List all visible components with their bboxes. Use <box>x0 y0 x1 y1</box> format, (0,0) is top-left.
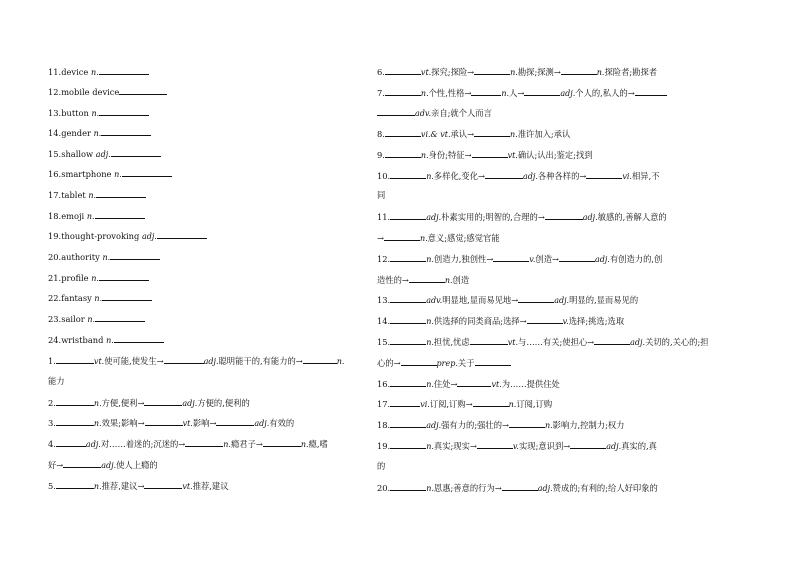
part-of-speech: n. <box>426 255 434 264</box>
answer-blank[interactable] <box>56 480 94 489</box>
definition-text: 供选择的同类商品;选择→ <box>433 316 527 326</box>
part-of-speech: adj. <box>554 296 570 305</box>
part-of-speech: v. <box>512 442 519 451</box>
item-number: 6. <box>377 67 385 77</box>
definition-text: 同 <box>377 190 386 200</box>
item-number: 1. <box>48 356 56 366</box>
vocab-row <box>48 189 146 201</box>
answer-blank[interactable] <box>164 355 204 364</box>
answer-blank[interactable] <box>527 315 563 324</box>
definition-text: 与……有关;使担心→ <box>518 337 595 347</box>
part-of-speech: n. <box>336 357 345 366</box>
answer-blank[interactable] <box>385 149 421 158</box>
part-of-speech: n. <box>90 68 99 77</box>
definition-text: 朴素实用的;明智的,合理的→ <box>441 212 545 222</box>
item-number: 16. <box>377 379 391 389</box>
exercise-line <box>377 87 667 99</box>
part-of-speech: n. <box>426 484 434 493</box>
exercise-line <box>48 459 158 471</box>
vocab-row <box>48 251 160 263</box>
definition-text: 真实的,真 <box>621 441 657 451</box>
part-of-speech: adj. <box>582 213 598 222</box>
exercise-line <box>377 232 500 244</box>
part-of-speech: adj. <box>426 421 442 430</box>
exercise-line <box>377 336 709 348</box>
answer-blank[interactable] <box>63 459 101 468</box>
item-number: 19. <box>377 441 391 451</box>
definition-text: 影响→ <box>192 418 217 428</box>
answer-blank[interactable] <box>377 107 415 116</box>
part-of-speech: vi. <box>420 400 430 409</box>
item-number: 4. <box>48 439 56 449</box>
part-of-speech: n. <box>102 253 111 262</box>
item-number: 15. <box>377 337 391 347</box>
answer-blank[interactable] <box>185 438 223 447</box>
item-number: 14. <box>377 316 391 326</box>
part-of-speech: n. <box>426 338 434 347</box>
exercise-line <box>48 397 250 409</box>
answer-blank[interactable] <box>457 378 491 387</box>
vocab-word: 24.wristband <box>48 335 107 345</box>
part-of-speech: n. <box>91 109 100 118</box>
part-of-speech: adj. <box>203 357 219 366</box>
part-of-speech: n. <box>93 419 102 428</box>
definition-text: 方便的,便利的 <box>197 398 250 408</box>
answer-blank[interactable] <box>385 87 421 96</box>
exercise-line <box>377 378 560 390</box>
definition-text: 多样化,变化→ <box>433 171 485 181</box>
item-number: 2. <box>48 398 56 408</box>
item-number: 8. <box>377 129 385 139</box>
answer-blank[interactable] <box>390 315 426 324</box>
definition-text: 相异,不 <box>631 171 660 181</box>
definition-text: 使人上瘾的 <box>116 460 158 470</box>
answer-blank[interactable] <box>122 168 172 177</box>
definition-text: 瘾君子→ <box>230 439 263 449</box>
vocab-word: 14.gender <box>48 128 94 138</box>
vocab-row <box>48 168 172 180</box>
answer-blank[interactable] <box>390 378 426 387</box>
item-number: 5. <box>48 481 56 491</box>
definition-text: 方便,便利→ <box>101 398 145 408</box>
part-of-speech: vt. <box>420 68 432 77</box>
definition-text: 人→ <box>509 88 525 98</box>
part-of-speech: n. <box>93 399 102 408</box>
definition-text: 明显地,显而易见地→ <box>442 295 519 305</box>
answer-blank[interactable] <box>409 274 445 283</box>
item-number: 10. <box>377 171 391 181</box>
item-number: 3. <box>48 418 56 428</box>
answer-blank[interactable] <box>390 398 420 407</box>
part-of-speech: vt. <box>182 482 193 491</box>
part-of-speech: prep. <box>436 359 458 368</box>
part-of-speech: n. <box>93 129 102 138</box>
answer-blank[interactable] <box>475 357 511 366</box>
exercise-line <box>48 480 229 492</box>
answer-blank[interactable] <box>99 272 149 281</box>
definition-text: 赞成的;有利的;给人好印象的 <box>552 483 658 493</box>
definition-text: 担忧,忧虑 <box>433 337 470 347</box>
part-of-speech: n. <box>106 336 114 345</box>
part-of-speech: vt. <box>507 151 518 160</box>
answer-blank[interactable] <box>390 294 426 303</box>
vocab-row <box>48 86 167 98</box>
definition-text: 有创造力的,创 <box>609 254 663 264</box>
definition-text: 关于 <box>457 358 475 368</box>
answer-blank[interactable] <box>390 419 426 428</box>
definition-text: 恩惠;善意的行为→ <box>433 483 502 493</box>
answer-blank[interactable] <box>119 86 167 95</box>
part-of-speech: adj. <box>630 338 646 347</box>
part-of-speech: n. <box>444 276 453 285</box>
answer-blank[interactable] <box>473 398 509 407</box>
item-number: 20. <box>377 483 391 493</box>
answer-blank[interactable] <box>144 397 182 406</box>
answer-blank[interactable] <box>474 128 510 137</box>
definition-text: 能力 <box>48 376 65 386</box>
definition-text: 创造→ <box>535 254 559 264</box>
definition-text: 推荐,建议→ <box>101 481 145 491</box>
exercise-line <box>377 190 385 201</box>
part-of-speech: adj. <box>560 89 576 98</box>
vocab-word: 23.sailor <box>48 314 88 324</box>
answer-blank[interactable] <box>56 355 94 364</box>
definition-text: 明显的,显而易见的 <box>569 295 639 305</box>
vocab-row <box>48 272 149 284</box>
answer-blank[interactable] <box>470 336 508 345</box>
definition-text: 心的→ <box>377 358 401 368</box>
definition-text: 有效的 <box>269 418 295 428</box>
answer-blank[interactable] <box>586 170 622 179</box>
part-of-speech: adj. <box>85 440 101 449</box>
vocab-word: 15.shallow <box>48 149 96 159</box>
answer-blank[interactable] <box>95 313 145 322</box>
exercise-line <box>377 419 624 431</box>
answer-blank[interactable] <box>385 128 421 137</box>
part-of-speech: n. <box>510 130 518 139</box>
definition-text: 身份;特征→ <box>428 150 472 160</box>
exercise-line <box>48 417 294 429</box>
part-of-speech: n. <box>420 151 429 160</box>
definition-text: 影响力,控制力;权力 <box>552 420 625 430</box>
vocab-row <box>48 230 207 242</box>
part-of-speech: n. <box>426 442 434 451</box>
part-of-speech: n. <box>508 400 517 409</box>
definition-text: 承认→ <box>450 129 475 139</box>
part-of-speech: n. <box>544 421 553 430</box>
answer-blank[interactable] <box>385 66 421 75</box>
answer-blank[interactable] <box>390 170 426 179</box>
answer-blank[interactable] <box>545 211 583 220</box>
definition-text: 探究;探险→ <box>431 67 475 77</box>
answer-blank[interactable] <box>390 440 426 449</box>
vocab-row <box>48 334 164 346</box>
part-of-speech: adj. <box>141 232 157 241</box>
answer-blank[interactable] <box>111 148 161 157</box>
part-of-speech: adj. <box>522 172 538 181</box>
exercise-line <box>48 376 65 387</box>
vocab-word: 19.thought-provoking <box>48 231 142 241</box>
definition-text: 强有力的;强壮的→ <box>441 420 509 430</box>
answer-blank[interactable] <box>101 127 151 136</box>
definition-text: 意义;感觉;感觉官能 <box>427 233 500 243</box>
answer-blank[interactable] <box>390 253 426 262</box>
part-of-speech: vi. <box>622 172 632 181</box>
answer-blank[interactable] <box>477 440 513 449</box>
part-of-speech: vt. <box>182 419 193 428</box>
definition-text: 准许加入;承认 <box>517 129 571 139</box>
exercise-line <box>48 355 344 367</box>
exercise-line <box>377 294 638 306</box>
answer-blank[interactable] <box>216 417 254 426</box>
vocab-row <box>48 292 152 304</box>
definition-text: 敏感的,善解人意的 <box>597 212 667 222</box>
part-of-speech: adj. <box>182 399 198 408</box>
vocab-row <box>48 313 145 325</box>
answer-blank[interactable] <box>56 417 94 426</box>
definition-text: 实现;意识到→ <box>518 441 571 451</box>
part-of-speech: adj. <box>606 442 622 451</box>
answer-blank[interactable] <box>263 438 301 447</box>
item-number: 12. <box>377 254 391 264</box>
vocab-word: 18.emoji <box>48 211 87 221</box>
definition-text: → <box>377 233 384 243</box>
answer-blank[interactable] <box>157 230 207 239</box>
part-of-speech: adv. <box>426 296 443 305</box>
vocab-row <box>48 127 151 139</box>
part-of-speech: n. <box>223 440 231 449</box>
item-number: 13. <box>377 295 391 305</box>
answer-blank[interactable] <box>472 149 508 158</box>
definition-text: 效果;影响→ <box>101 418 145 428</box>
definition-text: 好→ <box>48 460 64 470</box>
item-number: 17. <box>377 399 391 409</box>
answer-blank[interactable] <box>390 336 426 345</box>
part-of-speech: n. <box>91 274 99 283</box>
answer-blank[interactable] <box>502 482 538 491</box>
exercise-line <box>377 170 660 182</box>
exercise-line <box>377 253 662 265</box>
item-number: 9. <box>377 150 385 160</box>
part-of-speech: n. <box>426 380 434 389</box>
exercise-line <box>377 107 492 119</box>
part-of-speech: n. <box>93 482 102 491</box>
definition-text: 聪明能干的,有能力的→ <box>218 356 303 366</box>
part-of-speech: adj. <box>594 255 610 264</box>
answer-blank[interactable] <box>518 294 554 303</box>
vocab-row <box>48 107 149 119</box>
definition-text: 创造 <box>452 275 470 285</box>
answer-blank[interactable] <box>144 480 182 489</box>
definition-text: 确认;认出;鉴定;找到 <box>517 150 593 160</box>
part-of-speech: v. <box>529 255 536 264</box>
definition-text: 真实;现实→ <box>433 441 477 451</box>
answer-blank[interactable] <box>390 211 426 220</box>
definition-text: 订阅,订购→ <box>429 399 473 409</box>
answer-blank[interactable] <box>99 66 149 75</box>
definition-text: 个人的,私人的→ <box>575 88 635 98</box>
answer-blank[interactable] <box>145 417 183 426</box>
part-of-speech: vt. <box>507 338 519 347</box>
definition-text: 推荐,建议 <box>192 481 229 491</box>
definition-text: 住处→ <box>433 379 458 389</box>
definition-text: 为……提供住处 <box>501 379 560 389</box>
part-of-speech: n. <box>501 89 510 98</box>
answer-blank[interactable] <box>56 397 94 406</box>
definition-text: 的 <box>377 461 386 471</box>
part-of-speech: n. <box>87 315 96 324</box>
vocab-word: 17.tablet <box>48 190 89 200</box>
part-of-speech: adj. <box>537 484 553 493</box>
definition-text: 各种各样的→ <box>537 171 587 181</box>
answer-blank[interactable] <box>509 419 545 428</box>
answer-blank[interactable] <box>570 440 606 449</box>
answer-blank[interactable] <box>102 292 152 301</box>
item-number: 7. <box>377 88 385 98</box>
answer-blank[interactable] <box>56 438 86 447</box>
part-of-speech: n. <box>426 317 434 326</box>
answer-blank[interactable] <box>493 253 529 262</box>
vocab-word: 22.fantasy <box>48 293 95 303</box>
vocab-row <box>48 66 149 78</box>
part-of-speech: n. <box>300 440 309 449</box>
vocab-word: 20.authority <box>48 252 103 262</box>
definition-text: 选择;挑选;选取 <box>568 316 625 326</box>
answer-blank[interactable] <box>390 482 426 491</box>
vocab-word: 11.device <box>48 67 91 77</box>
exercise-line <box>377 440 657 452</box>
answer-blank[interactable] <box>401 357 437 366</box>
part-of-speech: n. <box>88 191 97 200</box>
vocab-row <box>48 148 161 160</box>
part-of-speech: n. <box>420 89 429 98</box>
exercise-line <box>377 461 385 472</box>
answer-blank[interactable] <box>524 87 560 96</box>
exercise-line <box>377 128 570 140</box>
answer-blank[interactable] <box>594 336 630 345</box>
exercise-line <box>377 274 469 286</box>
definition-text: 勘探;探测→ <box>517 67 561 77</box>
answer-blank[interactable] <box>559 253 595 262</box>
definition-text: 创造力,独创性→ <box>433 254 494 264</box>
answer-blank[interactable] <box>95 210 145 219</box>
answer-blank[interactable] <box>110 251 160 260</box>
answer-blank[interactable] <box>303 355 337 364</box>
definition-text: 探险者;勘探者 <box>604 67 658 77</box>
answer-blank[interactable] <box>474 66 510 75</box>
part-of-speech: adj. <box>426 213 442 222</box>
answer-blank[interactable] <box>384 232 420 241</box>
definition-text: 造性的→ <box>377 275 409 285</box>
part-of-speech: vt. <box>491 380 502 389</box>
answer-blank[interactable] <box>485 170 523 179</box>
answer-blank[interactable] <box>114 334 164 343</box>
answer-blank[interactable] <box>561 66 597 75</box>
vocab-row <box>48 210 145 222</box>
exercise-line <box>377 149 593 161</box>
part-of-speech: vt. <box>93 357 105 366</box>
definition-text: 亲自;就个人而言 <box>431 108 492 118</box>
part-of-speech: n. <box>114 170 122 179</box>
part-of-speech: n. <box>596 68 605 77</box>
part-of-speech: adj. <box>254 419 270 428</box>
part-of-speech: adv. <box>415 109 432 118</box>
exercise-line <box>377 398 552 410</box>
definition-text: 个性,性格→ <box>428 88 472 98</box>
part-of-speech: vi.& vt. <box>420 130 451 139</box>
definition-text: 关切的,关心的;担 <box>645 337 709 347</box>
answer-blank[interactable] <box>635 87 667 96</box>
vocab-word: 21.profile <box>48 273 92 283</box>
part-of-speech: n. <box>426 172 434 181</box>
part-of-speech: n. <box>419 234 428 243</box>
part-of-speech: n. <box>86 212 95 221</box>
definition-text: 瘾,嗜 <box>308 439 328 449</box>
vocab-word: 16.smartphone <box>48 169 115 179</box>
answer-blank[interactable] <box>96 189 146 198</box>
exercise-line <box>48 438 328 450</box>
item-number: 11. <box>377 212 391 222</box>
exercise-line <box>377 482 658 494</box>
part-of-speech: v. <box>562 317 569 326</box>
part-of-speech: adj. <box>101 461 117 470</box>
answer-blank[interactable] <box>99 107 149 116</box>
part-of-speech: n. <box>94 294 103 303</box>
vocab-word: 13.button <box>48 108 92 118</box>
exercise-line <box>377 211 667 223</box>
definition-text: 订阅,订购 <box>516 399 553 409</box>
part-of-speech: adj. <box>95 150 111 159</box>
item-number: 18. <box>377 420 391 430</box>
vocab-word: 12.mobile device <box>48 87 120 97</box>
exercise-line <box>377 66 657 78</box>
definition-text: 对……着迷的;沉迷的→ <box>100 439 186 449</box>
exercise-line <box>377 315 624 327</box>
part-of-speech: n. <box>510 68 518 77</box>
definition-text: 使可能,使发生→ <box>104 356 164 366</box>
answer-blank[interactable] <box>471 87 501 96</box>
exercise-line <box>377 357 511 369</box>
